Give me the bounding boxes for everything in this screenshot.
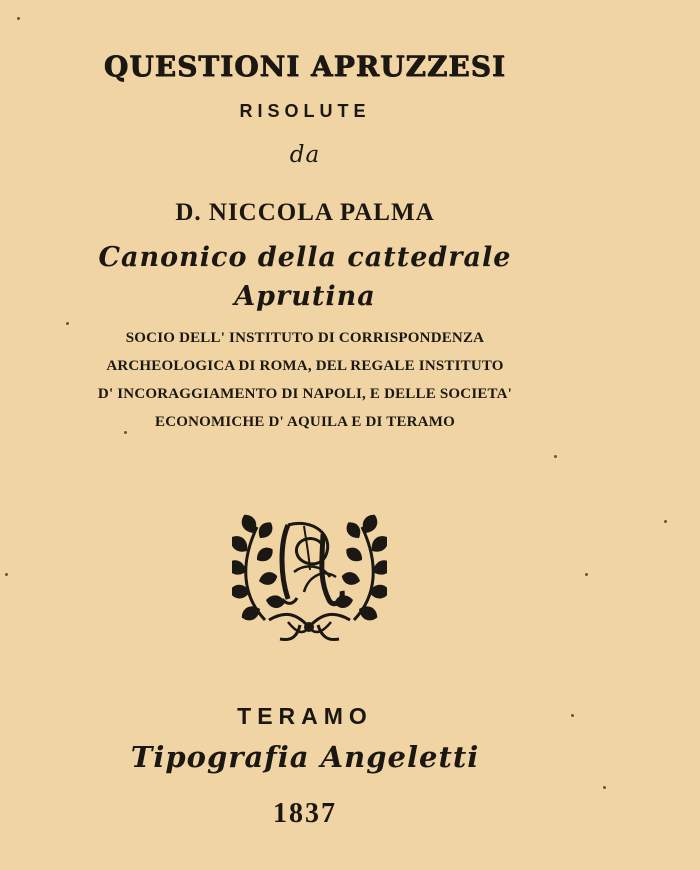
paper-speck [571, 714, 574, 717]
paper-speck [554, 455, 557, 458]
paper-speck [585, 573, 588, 576]
affiliation-line-2: ARCHEOLOGICA DI ROMA, DEL REGALE INSTITUTO [106, 358, 504, 374]
author-preposition: da [289, 142, 321, 168]
paper-speck [603, 786, 606, 789]
author-name: D. NICCOLA PALMA [175, 199, 435, 226]
affiliation-line-3: D' INCORAGGIAMENTO DI NAPOLI, E DELLE SOCIETA' [97, 386, 513, 402]
publication-year: 1837 [273, 798, 337, 829]
paper-speck [17, 17, 20, 20]
paper-speck [5, 573, 8, 576]
author-place: Aprutina [234, 281, 376, 312]
affiliation-line-1: SOCIO DELL' INSTITUTO DI CORRISPONDENZA [125, 330, 485, 346]
book-subtitle: RISOLUTE [239, 101, 371, 121]
book-title: QUESTIONI APRUZZESI [103, 50, 507, 83]
affiliation-line-4: ECONOMICHE D' AQUILA E DI TERAMO [155, 414, 455, 430]
paper-speck [66, 322, 69, 325]
wreath-monogram-icon [232, 508, 387, 643]
paper-speck [124, 431, 127, 434]
paper-speck [664, 520, 667, 523]
author-role: Canonico della cattedrale [98, 242, 512, 273]
publication-city: TERAMO [237, 703, 373, 729]
printer-name: Tipografia Angeletti [130, 740, 480, 774]
